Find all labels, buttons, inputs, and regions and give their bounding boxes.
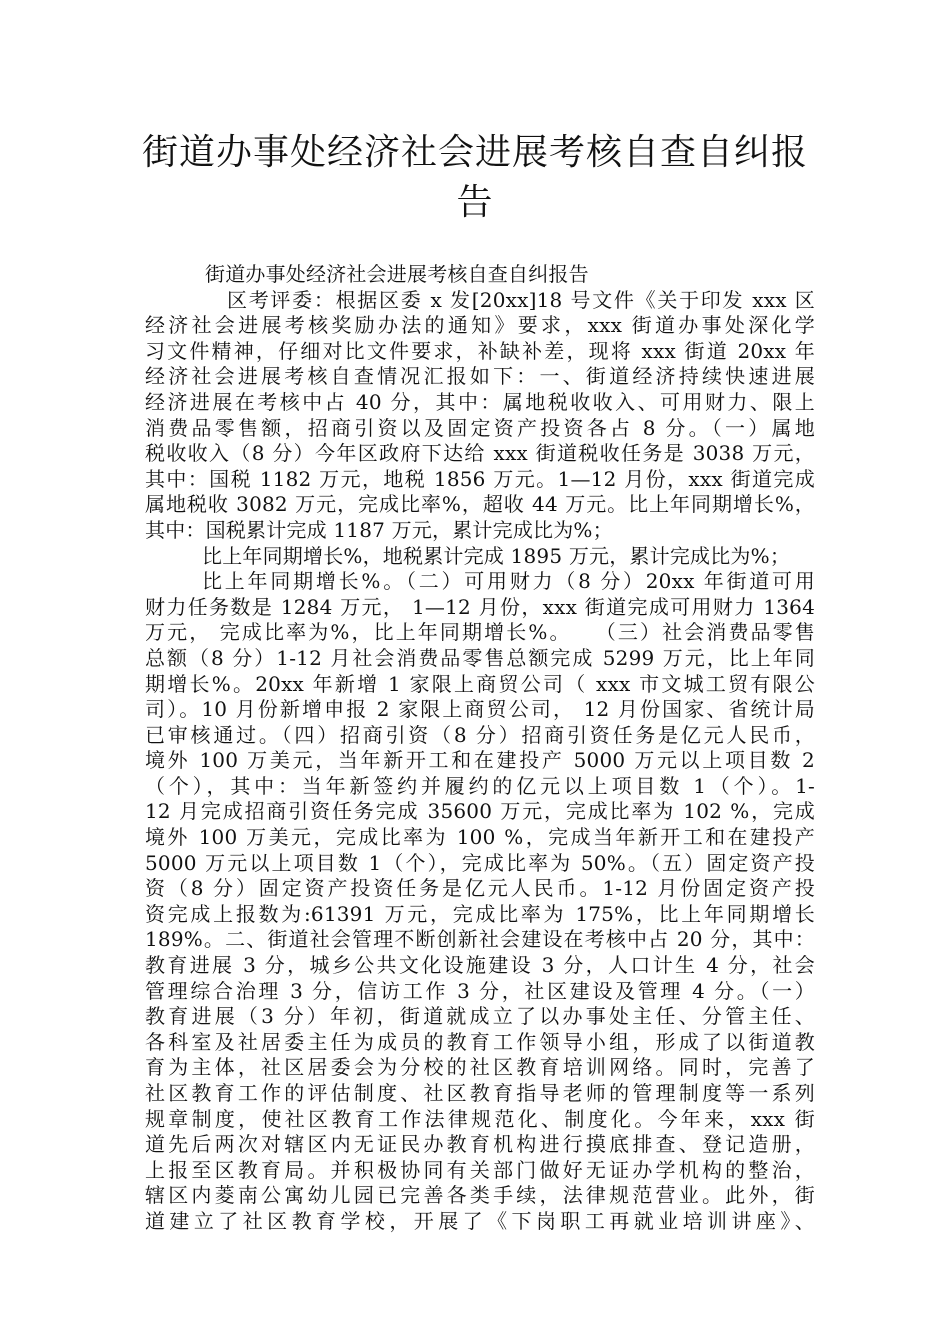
body-line: 区考评委：根据区委 x 发[20xx]18 号文件《关于印发 xxx 区 — [227, 287, 815, 312]
body-heading-line: 街道办事处经济社会进展考核自查自纠报告 — [205, 262, 589, 286]
body-line: （个），其中：当年新签约并履约的亿元以上项目数 1（个）。1- — [145, 773, 815, 798]
body-line: 习文件精神，仔细对比文件要求，补缺补差，现将 xxx 街道 20xx 年 — [145, 338, 815, 363]
body-line: 12 月完成招商引资任务完成 35600 万元，完成比率为 102 %，完成 — [145, 799, 815, 824]
body-line: 属地税收 3082 万元，完成比率%，超收 44 万元。比上年同期增长%， — [145, 492, 815, 517]
body-line: 资（8 分）固定资产投资任务是亿元人民币。1-12 月份固定资产投 — [145, 876, 815, 901]
body-line: 育为主体，社区居委会为分校的社区教育培训网络。同时，完善了 — [145, 1055, 815, 1080]
body-line: 189%。二、街道社会管理不断创新社会建设在考核中占 20 分，其中： — [145, 927, 815, 952]
body-line: 总额（8 分）1-12 月社会消费品零售总额完成 5299 万元，比上年同 — [145, 645, 815, 670]
body-line: 其中：国税累计完成 1187 万元，累计完成比为%； — [145, 517, 613, 542]
body-line: 比上年同期增长%，地税累计完成 1895 万元，累计完成比为%； — [202, 543, 791, 568]
body-line: 期增长%。20xx 年新增 1 家限上商贸公司（ xxx 市文城工贸有限公 — [145, 671, 815, 696]
body-line: 资完成上报数为:61391 万元，完成比率为 175%，比上年同期增长 — [145, 901, 815, 926]
body-line: 财力任务数是 1284 万元， 1—12 月份，xxx 街道完成可用财力 1364 — [145, 594, 815, 619]
body-line: 经济进展在考核中占 40 分，其中：属地税收收入、可用财力、限上 — [145, 389, 815, 414]
body-line: 辖区内菱南公寓幼儿园已完善各类手续，法律规范营业。此外，街 — [145, 1183, 815, 1208]
body-line: 管理综合治理 3 分，信访工作 3 分，社区建设及管理 4 分。（一） — [145, 978, 815, 1003]
body-line: 教育进展（3 分）年初，街道就成立了以办事处主任、分管主任、 — [145, 1004, 815, 1029]
body-line: 税收收入（8 分）今年区政府下达给 xxx 街道税收任务是 3038 万元， — [145, 441, 815, 466]
body-line: 各科室及社居委主任为成员的教育工作领导小组，形成了以街道教 — [145, 1029, 815, 1054]
document-title-line-2: 告 — [456, 182, 494, 223]
body-line: 5000 万元以上项目数 1（个），完成比率为 50%。（五）固定资产投 — [145, 850, 815, 875]
body-line: 道建立了社区教育学校，开展了《下岗职工再就业培训讲座》、 — [145, 1208, 815, 1233]
body-line: 境外 100 万美元，当年新开工和在建投产 5000 万元以上项目数 2 — [145, 748, 815, 773]
body-line: 比上年同期增长%。（二）可用财力（8 分）20xx 年街道可用 — [202, 569, 815, 594]
document-title-line-1: 街道办事处经济社会进展考核自查自纠报 — [141, 132, 808, 173]
body-line: 万元， 完成比率为%，比上年同期增长%。 （三）社会消费品零售 — [145, 620, 815, 645]
body-line: 已审核通过。（四）招商引资（8 分）招商引资任务是亿元人民币， — [145, 722, 815, 747]
body-line: 经济社会进展考核奖励办法的通知》要求，xxx 街道办事处深化学 — [145, 313, 815, 338]
body-line: 其中：国税 1182 万元，地税 1856 万元。1—12 月份，xxx 街道完成 — [145, 466, 815, 491]
body-line: 司）。10 月份新增申报 2 家限上商贸公司， 12 月份国家、省统计局 — [145, 697, 815, 722]
body-line: 教育进展 3 分，城乡公共文化设施建设 3 分，人口计生 4 分，社会 — [145, 953, 815, 978]
body-line: 境外 100 万美元，完成比率为 100 %，完成当年新开工和在建投产 — [145, 825, 815, 850]
body-line: 经济社会进展考核自查情况汇报如下：一、街道经济持续快速进展 — [145, 364, 815, 389]
body-line: 社区教育工作的评估制度、社区教育指导老师的管理制度等一系列 — [145, 1081, 815, 1105]
body-line: 规章制度，使社区教育工作法律规范化、制度化。今年来，xxx 街 — [145, 1106, 815, 1131]
document-body — [145, 262, 815, 1235]
body-line: 上报至区教育局。并积极协同有关部门做好无证办学机构的整治， — [145, 1157, 815, 1182]
body-line: 道先后两次对辖区内无证民办教育机构进行摸底排查、登记造册， — [145, 1132, 815, 1157]
body-line: 消费品零售额，招商引资以及固定资产投资各占 8 分。（一）属地 — [145, 415, 815, 440]
